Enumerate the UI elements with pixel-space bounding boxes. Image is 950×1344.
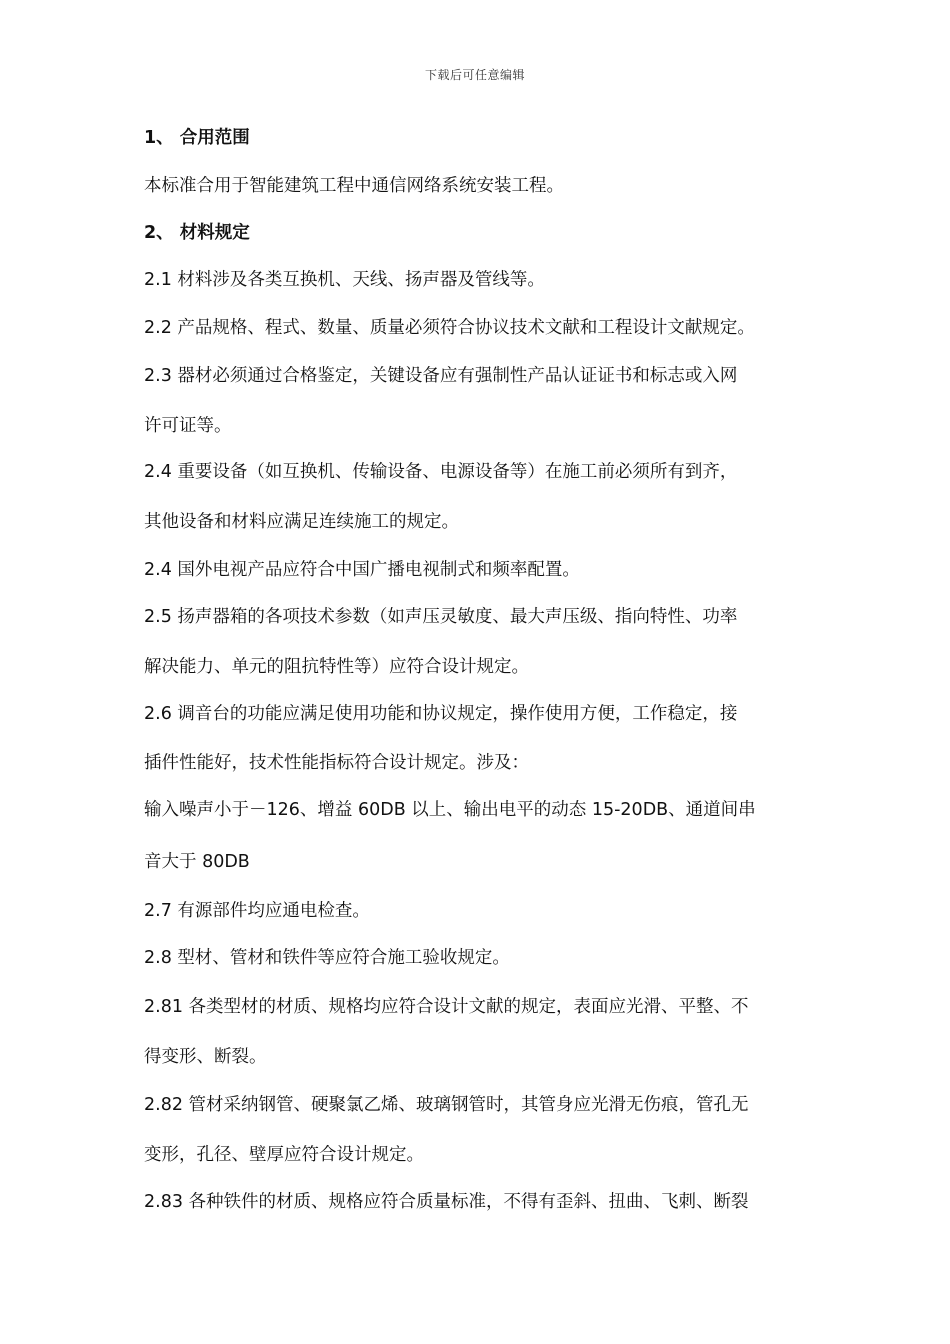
paragraph-line: 2.8 型材、管材和铁件等应符合施工验收规定。: [144, 948, 510, 968]
section-heading: 1、 合用范围: [144, 128, 250, 148]
paragraph-line: 2.7 有源部件均应通电检查。: [144, 901, 370, 921]
paragraph-line: 得变形、断裂。: [144, 1047, 267, 1067]
paragraph-line: 2.5 扬声器箱的各项技术参数（如声压灵敏度、最大声压级、指向特性、功率: [144, 607, 738, 627]
paragraph-line: 变形，孔径、壁厚应符合设计规定。: [144, 1145, 424, 1165]
paragraph-line: 输入噪声小于－126、增益 60DB 以上、输出电平的动态 15-20DB、通道间串: [144, 800, 756, 820]
paragraph-line: 2.4 国外电视产品应符合中国广播电视制式和频率配置。: [144, 560, 580, 580]
paragraph-line: 许可证等。: [144, 416, 232, 436]
paragraph-line: 本标准合用于智能建筑工程中通信网络系统安装工程。: [144, 176, 564, 196]
paragraph-line: 插件性能好，技术性能指标符合设计规定。涉及：: [144, 753, 529, 773]
paragraph-line: 2.4 重要设备（如互换机、传输设备、电源设备等）在施工前必须所有到齐，: [144, 462, 738, 482]
paragraph-line: 2.81 各类型材的材质、规格均应符合设计文献的规定，表面应光滑、平整、不: [144, 997, 749, 1017]
paragraph-line: 2.1 材料涉及各类互换机、天线、扬声器及管线等。: [144, 270, 545, 290]
paragraph-line: 2.82 管材采纳钢管、硬聚氯乙烯、玻璃钢管时，其管身应光滑无伤痕，管孔无: [144, 1095, 749, 1115]
section-heading: 2、 材料规定: [144, 223, 250, 243]
paragraph-line: 音大于 80DB: [144, 852, 250, 872]
paragraph-line: 2.2 产品规格、程式、数量、质量必须符合协议技术文献和工程设计文献规定。: [144, 318, 755, 338]
header-note: 下载后可任意编辑: [424, 68, 525, 82]
paragraph-line: 2.3 器材必须通过合格鉴定，关键设备应有强制性产品认证证书和标志或入网: [144, 366, 738, 386]
paragraph-line: 2.83 各种铁件的材质、规格应符合质量标准，不得有歪斜、扭曲、飞刺、断裂: [144, 1192, 749, 1212]
paragraph-line: 2.6 调音台的功能应满足使用功能和协议规定，操作使用方便，工作稳定，接: [144, 704, 738, 724]
paragraph-line: 解决能力、单元的阻抗特性等）应符合设计规定。: [144, 657, 529, 677]
paragraph-line: 其他设备和材料应满足连续施工的规定。: [144, 512, 459, 532]
